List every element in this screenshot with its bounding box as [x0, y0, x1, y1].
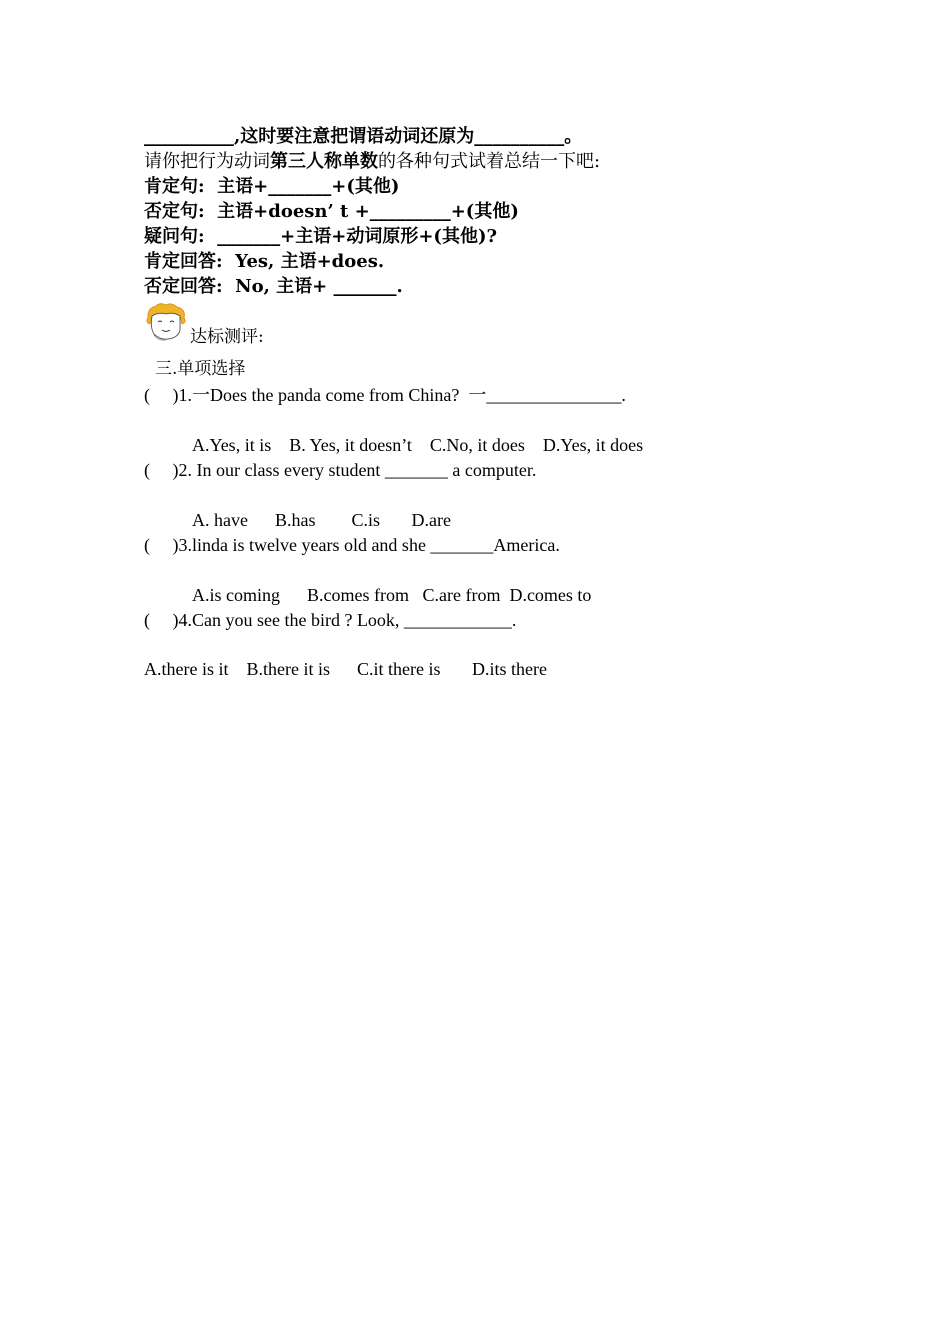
negative-pattern: 否定句: 主语+doesn’ t +_________+(其他): [144, 201, 519, 222]
short-answer-yes: 肯定回答: Yes, 主语+does.: [144, 251, 385, 272]
question-1-stem: ( )1.一Does the panda come from China? 一_______________.: [144, 385, 626, 405]
question-2-stem: ( )2. In our class every student _______ a computer.: [144, 460, 537, 480]
grammar-line-1: __________,这时要注意把谓语动词还原为__________。: [144, 126, 583, 147]
question-4-choices: A.there is it B.there it is C.it there is D.its there: [144, 659, 547, 679]
grammar-instruction-post: 的各种句式试着总结一下吧:: [378, 151, 601, 172]
grammar-instruction-pre: 请你把行为动词: [144, 151, 270, 172]
question-pattern: 疑问句: _______+主语+动词原形+(其他)?: [144, 226, 498, 247]
grammar-instruction-bold: 第三人称单数: [270, 151, 378, 172]
question-4-stem: ( )4.Can you see the bird ? Look, ____________.: [144, 610, 517, 630]
cartoon-face-icon: [144, 302, 188, 342]
question-1-choices: A.Yes, it is B. Yes, it doesn’t C.No, it does D.Yes, it does: [192, 435, 644, 455]
question-3-choices: A.is coming B.comes from C.are from D.comes to: [192, 585, 592, 605]
question-2-choices: A. have B.has C.is D.are: [192, 510, 451, 530]
affirmative-pattern: 肯定句: 主语+_______+(其他): [144, 176, 400, 197]
short-answer-no: 否定回答: No, 主语+ _______.: [144, 276, 403, 297]
question-3-stem: ( )3.linda is twelve years old and she _______America.: [144, 535, 560, 555]
grammar-instruction: [144, 150, 600, 174]
section-label: 达标测评:: [190, 327, 264, 347]
section-title: 三.单项选择: [155, 359, 246, 379]
